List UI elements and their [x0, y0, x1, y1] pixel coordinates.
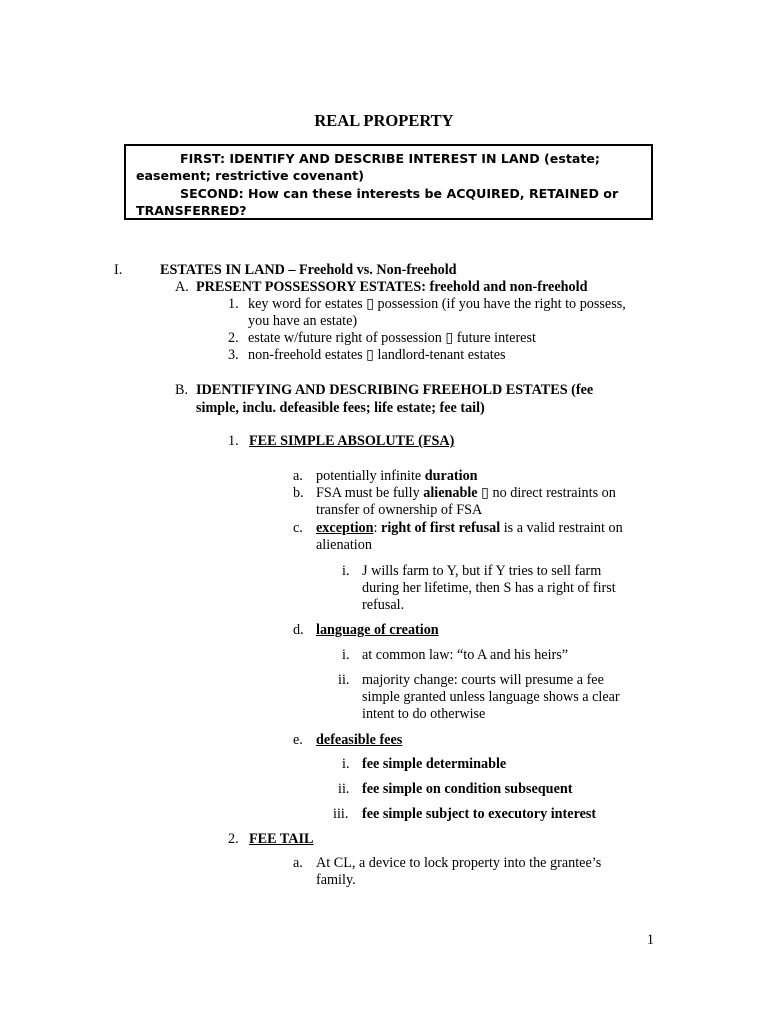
fsa-e-i-number: i. — [342, 756, 350, 772]
box-line-second-cont: TRANSFERRED? — [136, 203, 247, 218]
fsa-a-pre: potentially infinite — [316, 468, 425, 484]
fee-tail-heading: FEE TAIL — [249, 831, 314, 847]
fsa-a-bold: duration — [424, 468, 478, 484]
fsa-c-underlined: exception — [316, 520, 374, 536]
list-item-text: estate w/future right of possession ▯ future interest — [248, 330, 536, 346]
fsa-b-text — [316, 485, 616, 502]
section-number: I. — [114, 262, 123, 278]
box-line-second: SECOND: How can these interests be ACQUIRED, RETAINED or — [180, 186, 619, 201]
fsa-d-ii-text-cont2: intent to do otherwise — [362, 706, 486, 722]
subsection-b-heading: IDENTIFYING AND DESCRIBING FREEHOLD ESTATES (fee — [196, 382, 594, 398]
subsection-a-heading: PRESENT POSSESSORY ESTATES: freehold and non-freehold — [196, 279, 588, 295]
fsa-b-pre: FSA must be fully — [316, 485, 424, 501]
fsa-d-number: d. — [293, 622, 304, 638]
fsa-heading: FEE SIMPLE ABSOLUTE (FSA) — [249, 433, 455, 449]
fee-tail-number: 2. — [228, 831, 239, 847]
subsection-a-number: A. — [175, 279, 189, 295]
fsa-b-post: ▯ no direct restraints on — [477, 485, 616, 501]
fsa-e-i-text: fee simple determinable — [362, 756, 507, 772]
fsa-e-iii-number: iii. — [333, 806, 349, 822]
fsa-b-text-cont: transfer of ownership of FSA — [316, 502, 483, 518]
box-line-first: FIRST: IDENTIFY AND DESCRIBE INTEREST IN LAND (estate; — [180, 151, 600, 166]
page-number: 1 — [646, 932, 654, 948]
list-item-text: key word for estates ▯ possession (if you have the right to possess, — [248, 296, 626, 312]
subsection-b-heading-cont: simple, inclu. defeasible fees; life estate; fee tail) — [196, 400, 485, 416]
fsa-c-text — [316, 520, 623, 537]
fsa-e-number: e. — [293, 732, 303, 748]
page-title: REAL PROPERTY — [314, 111, 454, 130]
fsa-a-number: a. — [293, 468, 303, 484]
fsa-c-i-text: J wills farm to Y, but if Y tries to sell farm — [362, 563, 602, 579]
fsa-e-text: defeasible fees — [316, 732, 403, 748]
section-heading: ESTATES IN LAND – Freehold vs. Non-freehold — [160, 262, 457, 278]
list-item-number: 2. — [228, 330, 239, 346]
fsa-c-i-text-cont2: refusal. — [362, 597, 405, 613]
list-item-text: non-freehold estates ▯ landlord-tenant estates — [248, 347, 506, 363]
fsa-d-text: language of creation — [316, 622, 439, 638]
list-item-number: 3. — [228, 347, 239, 363]
fsa-c-post: is a valid restraint on — [500, 520, 623, 536]
fsa-b-number: b. — [293, 485, 304, 501]
list-item-text-cont: you have an estate) — [248, 313, 358, 329]
fsa-e-ii-text: fee simple on condition subsequent — [362, 781, 573, 797]
fsa-c-mid: : — [373, 520, 382, 536]
fsa-e-ii-number: ii. — [338, 781, 350, 797]
fsa-c-i-text-cont: during her lifetime, then S has a right of first — [362, 580, 616, 596]
fsa-d-i-text: at common law: “to A and his heirs” — [362, 647, 569, 663]
fsa-d-ii-number: ii. — [338, 672, 350, 688]
fsa-e-iii-text: fee simple subject to executory interest — [362, 806, 597, 822]
fsa-d-ii-text-cont: simple granted unless language shows a clear — [362, 689, 620, 705]
fee-tail-a-text-cont: family. — [316, 872, 356, 888]
subsection-b-number: B. — [175, 382, 189, 398]
list-item-number: 1. — [228, 296, 239, 312]
instruction-box — [124, 144, 653, 220]
fsa-b-bold: alienable — [423, 485, 478, 501]
fsa-a-text — [316, 468, 478, 485]
fsa-c-bold: right of first refusal — [381, 520, 501, 536]
fsa-c-number: c. — [293, 520, 303, 536]
fsa-d-ii-text: majority change: courts will presume a fee — [362, 672, 604, 688]
fsa-number: 1. — [228, 433, 239, 449]
box-line-first-cont: easement; restrictive covenant) — [136, 168, 364, 183]
fee-tail-a-text: At CL, a device to lock property into the grantee’s — [316, 855, 602, 871]
fsa-c-text-cont: alienation — [316, 537, 372, 553]
fee-tail-a-number: a. — [293, 855, 303, 871]
fsa-c-i-number: i. — [342, 563, 350, 579]
fsa-d-i-number: i. — [342, 647, 350, 663]
